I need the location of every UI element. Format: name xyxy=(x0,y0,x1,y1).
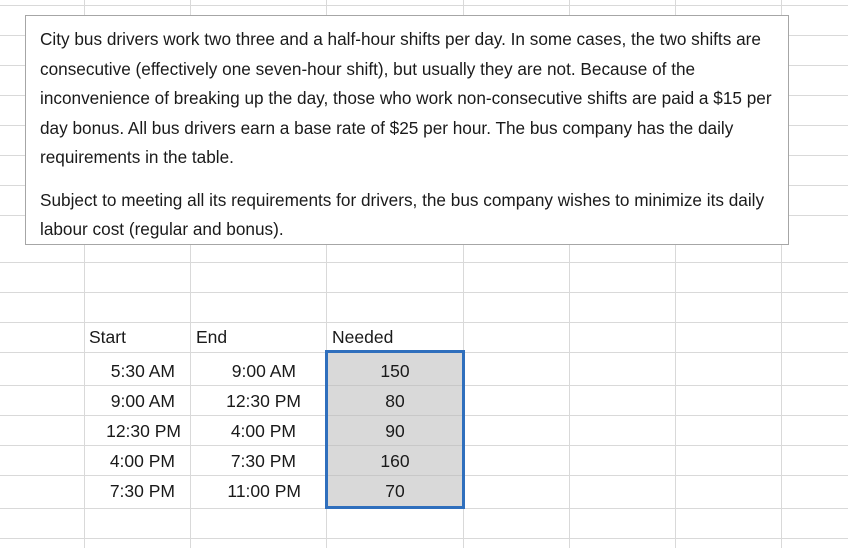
cell-end-3[interactable]: 4:00 PM xyxy=(230,421,296,441)
problem-text-box[interactable] xyxy=(25,15,789,245)
row-divider xyxy=(0,5,848,6)
cell-needed-2[interactable]: 80 xyxy=(385,391,405,411)
cell-needed-3[interactable]: 90 xyxy=(385,421,405,441)
cell-end-4[interactable]: 7:30 PM xyxy=(230,451,296,471)
cell-start-2[interactable]: 9:00 AM xyxy=(110,391,175,411)
problem-paragraph-2: Subject to meeting all its requirements for drivers, the bus company wishes to minimize its daily labour cost (regular and bonus). xyxy=(40,189,765,239)
cell-needed-1[interactable]: 150 xyxy=(380,361,410,381)
cell-start-3[interactable]: 12:30 PM xyxy=(106,421,181,441)
header-end[interactable]: End xyxy=(196,327,228,347)
header-start[interactable]: Start xyxy=(89,327,126,347)
problem-paragraph-1: City bus drivers work two three and a half-hour shifts per day. In some cases, the two shifts are consecutive (effectively one seven-hour shift), but usually they are not. Because of the inconvenience of breaking up the day, those who work non-consecutive shifts are paid a $15 per day bonus. All bus drivers earn a base rate of $25 per hour. The bus company has the daily requirements in the table. xyxy=(40,29,772,167)
row-divider xyxy=(0,262,848,263)
row-divider xyxy=(0,538,848,539)
cell-needed-4[interactable]: 160 xyxy=(380,451,410,471)
row-divider xyxy=(0,292,848,293)
cell-start-4[interactable]: 4:00 PM xyxy=(109,451,175,471)
cell-start-1[interactable]: 5:30 AM xyxy=(110,361,175,381)
row-divider xyxy=(0,322,848,323)
cell-end-2[interactable]: 12:30 PM xyxy=(226,391,301,411)
header-needed[interactable]: Needed xyxy=(332,327,394,347)
cell-end-1[interactable]: 9:00 AM xyxy=(231,361,296,381)
cell-needed-5[interactable]: 70 xyxy=(385,481,405,501)
cell-start-5[interactable]: 7:30 PM xyxy=(109,481,175,501)
selected-range-border[interactable] xyxy=(325,350,465,509)
cell-end-5[interactable]: 11:00 PM xyxy=(227,481,301,501)
